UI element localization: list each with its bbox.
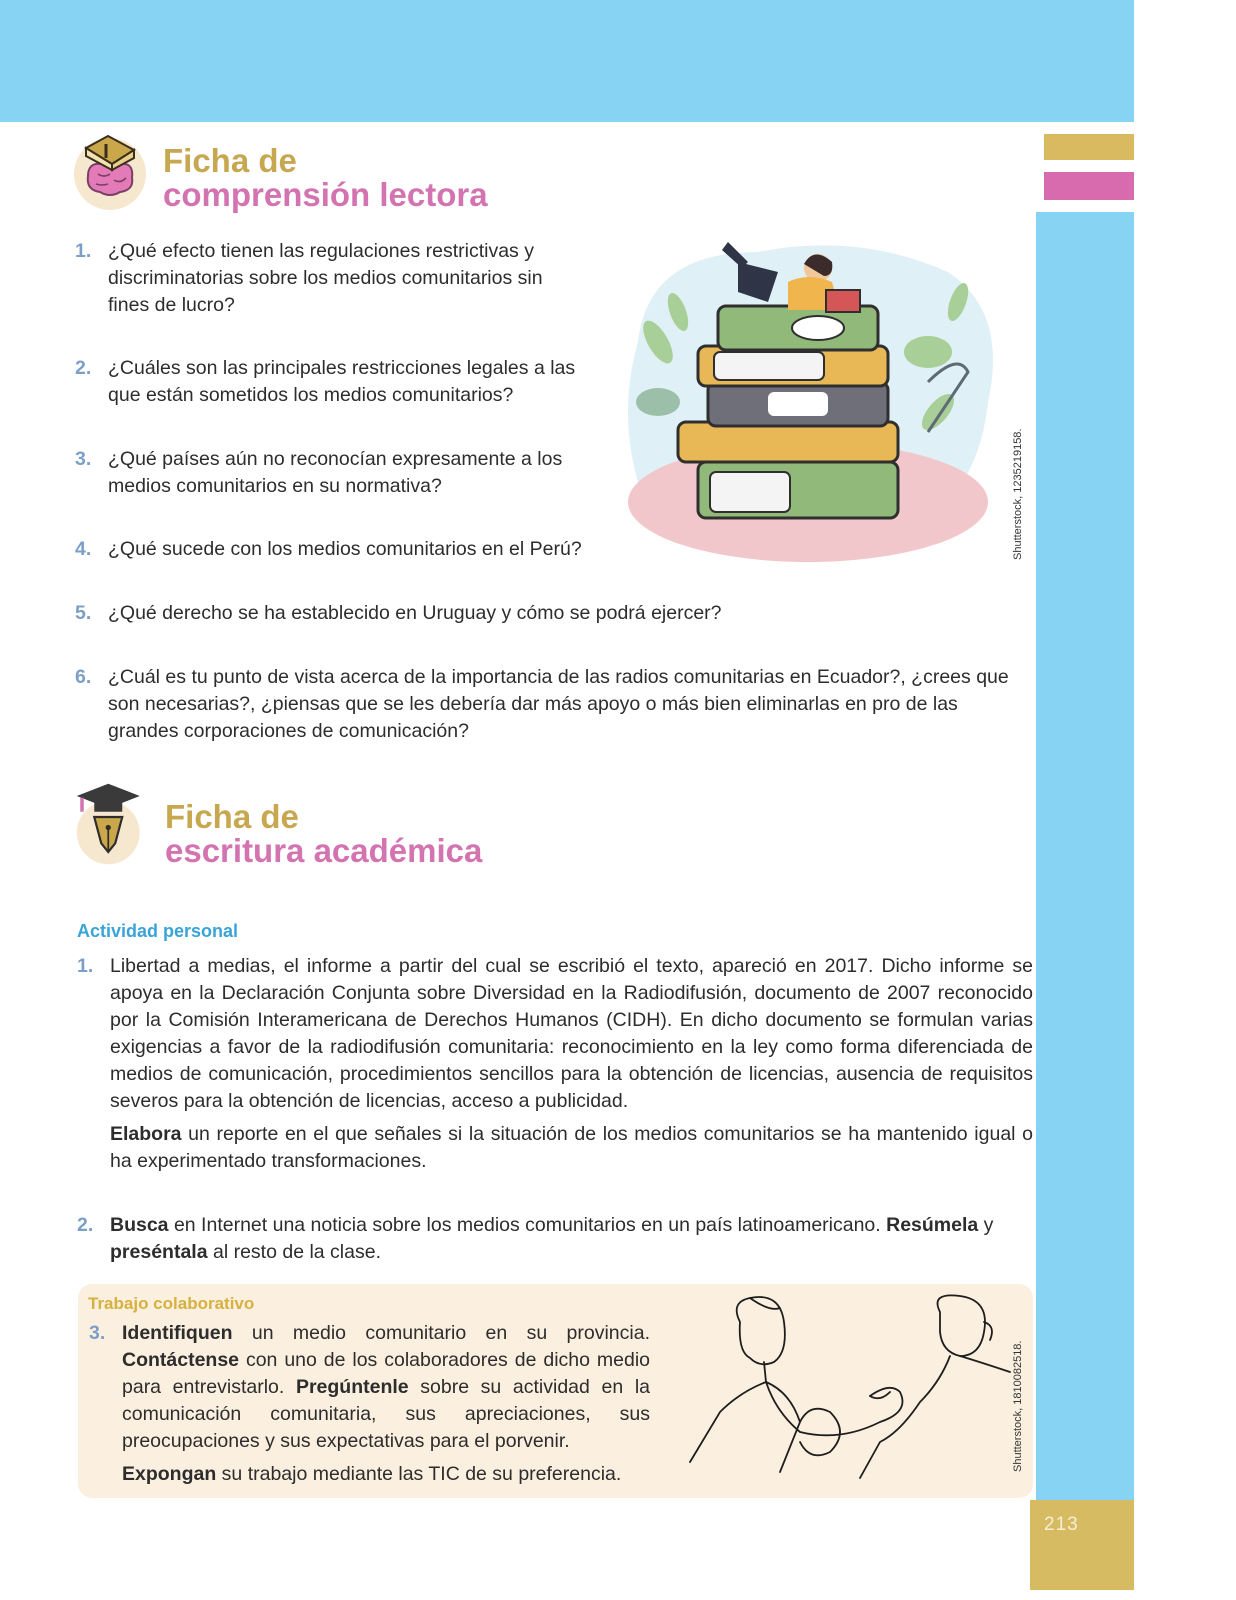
question-5: 5. ¿Qué derecho se ha establecido en Uruguay y cómo se podrá ejercer? — [75, 602, 722, 624]
image-credit-2: Shutterstock, 1810082518. — [1012, 1340, 1024, 1472]
section1-title: Ficha de comprensión lectora — [163, 142, 488, 213]
question-4: 4. ¿Qué sucede con los medios comunitarios en el Perú? — [75, 538, 582, 560]
activity-personal-heading: Actividad personal — [77, 921, 239, 941]
graduation-pen-icon — [68, 782, 152, 866]
section2-title: Ficha de escritura académica — [165, 798, 483, 869]
activity-2: 2. Busca en Internet una noticia sobre los medios comunitarios en un país latinoamericano. Resúmela y preséntala al resto de la clase. — [77, 1214, 994, 1263]
question-6: 6. ¿Cuál es tu punto de vista acerca de la importancia de las radios comunitarias en Ecuador?, ¿crees que son necesarias?, ¿piensas que se les debería dar más apoyo o más bien eliminarlas en pro de las grandes corporaciones de comunicación? — [75, 666, 1009, 742]
side-pink-tab — [1044, 172, 1134, 200]
question-2: 2. ¿Cuáles son las principales restricciones legales a las que están sometidos los medios comunitarios? — [75, 357, 576, 406]
image-credit-1: Shutterstock, 1235219158. — [1012, 428, 1024, 560]
books-reading-illustration — [618, 232, 1018, 562]
activity-3: 3. Identifiquen un medio comunitario en su provincia. Contáctense con uno de los colaboradores de dicho medio para entrevistarlo. Pregúntenle sobre su actividad en la comunicación comunitaria, sus apreciaciones, sus preocupaciones y sus expectativas para el porvenir. Expongan su trabajo mediante las TIC de su preferencia. — [89, 1322, 650, 1485]
activity-1: 1. Libertad a medias, el informe a partir del cual se escribió el texto, apareció en 2017. Dicho informe se apoya en la Declaración Conjunta sobre Diversidad en la Radiodifusión, documento de 2007 reconocido por la Comisión Interamericana de Derechos Humanos (CIDH). En dicho documento se formulan varias exigencias a favor de la radiodifusión comunitaria: reconocimiento en la ley como forma diferenciada de medios de comunicación, procedimientos sencillos para la obtención de licencias, ausencia de requisitos severos para la obtención de licencias, acceso a publicidad. Elabora un reporte en el que señales si la situación de los medios comunitarios se ha mantenido igual o ha experimentado transformaciones. — [110, 953, 1033, 1175]
page-number: 213 — [1044, 1514, 1079, 1535]
collaborative-work-title: Trabajo colaborativo — [88, 1294, 255, 1313]
side-color-band — [1036, 122, 1134, 1500]
side-gold-tab — [1044, 134, 1134, 160]
book-brain-icon — [68, 128, 152, 212]
question-3: 3. ¿Qué países aún no reconocían expresamente a los medios comunitarios en su normativa? — [75, 448, 563, 497]
activity-1-text: Libertad a medias, el informe a partir del cual se escribió el texto, apareció en 2017. Dicho informe se apoya en la Declaración Conjunta sobre Diversidad en la Radiodifusión, documento de 2007 reconocido por la Comisión Interamericana de Derechos Humanos (CIDH). En dicho documento se formulan varias exigencias a favor de la radiodifusión comunitaria: reconocimiento en la ley como forma diferenciada de medios de comunicación, procedimientos sencillos para la obtención de licencias, ausencia de requisitos severos para la obtención de licencias, acceso a publicidad. — [110, 955, 1033, 1112]
activity-1-instruction: Elabora un reporte en el que señales si la situación de los medios comunitarios se ha mantenido igual o ha experimentado transformaciones. — [110, 1123, 1033, 1172]
question-1: 1. ¿Qué efecto tienen las regulaciones restrictivas y discriminatorias sobre los medios comunitarios sin fines de lucro? — [75, 240, 543, 316]
interview-line-illustration — [680, 1292, 1020, 1482]
top-color-band — [0, 0, 1134, 122]
